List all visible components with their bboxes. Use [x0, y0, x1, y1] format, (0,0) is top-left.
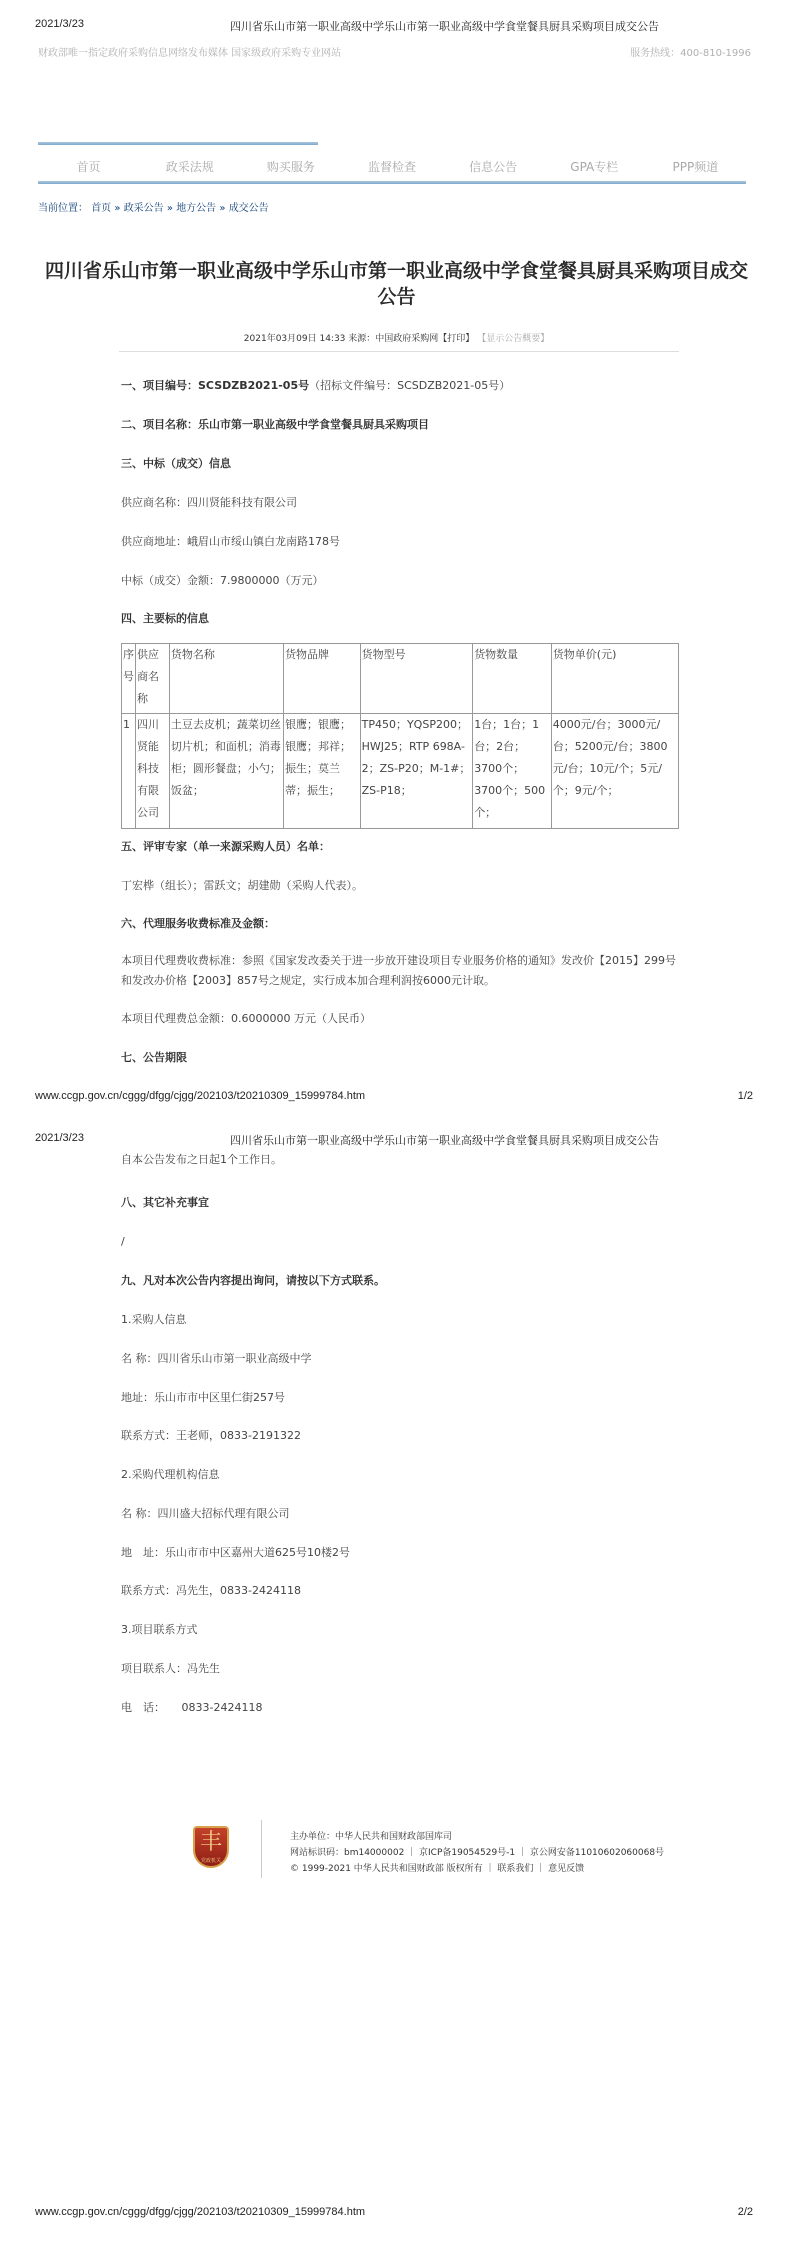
breadcrumb-gov-announcements[interactable]: 政采公告	[123, 203, 164, 214]
divider	[119, 351, 679, 352]
footer-divider	[261, 1820, 262, 1878]
notice-period: 自本公告发布之日起1个工作日。	[121, 1153, 282, 1166]
supplier-address: 供应商地址：峨眉山市绥山镇白龙南路178号	[121, 535, 340, 548]
print-date: 2021/3/23	[35, 1132, 84, 1144]
nav-ppp[interactable]: PPP频道	[672, 159, 719, 174]
agency-name: 名 称：四川盛大招标代理有限公司	[121, 1507, 290, 1520]
nav-home[interactable]: 首页	[76, 159, 101, 174]
article-meta	[40, 331, 753, 344]
section-contact: 九、凡对本次公告内容提出询问，请按以下方式联系。	[121, 1274, 385, 1287]
print-link[interactable]: 【打印】	[438, 334, 475, 344]
th-supplier: 供应商名称	[136, 644, 170, 714]
table-row	[122, 714, 679, 829]
th-goods-name: 货物名称	[169, 644, 283, 714]
nav-bottom-line	[38, 181, 746, 184]
project-number: 一、项目编号：SCSDZB2021-05号	[121, 379, 310, 392]
supplier-name: 供应商名称：四川贤能科技有限公司	[121, 496, 297, 509]
nav-top-line	[38, 142, 318, 145]
footer-sponsor: 主办单位：中华人民共和国财政部国库司	[290, 1832, 453, 1842]
nav-supervision[interactable]: 监督检查	[367, 159, 416, 174]
nav-gpa[interactable]: GPA专栏	[570, 159, 619, 174]
print-doc-title: 四川省乐山市第一职业高级中学乐山市第一职业高级中学食堂餐具厨具采购项目成交公告	[230, 20, 659, 33]
winning-amount: 中标（成交）金额：7.9800000（万元）	[121, 574, 324, 587]
party-gov-logo-icon	[193, 1826, 229, 1868]
section-project-name: 二、项目名称：乐山市第一职业高级中学食堂餐具厨具采购项目	[121, 418, 429, 431]
agency-contact: 联系方式：冯先生，0833-2424118	[121, 1584, 301, 1597]
agency-info-title: 2.采购代理机构信息	[121, 1468, 220, 1481]
cell-index: 1	[122, 714, 136, 829]
breadcrumb-local-announcements[interactable]: 地方公告	[176, 203, 217, 214]
section-other: 八、其它补充事宜	[121, 1196, 209, 1209]
print-footer-url: www.ccgp.gov.cn/cggg/dfgg/cjgg/202103/t20210309_15999784.htm	[35, 1090, 366, 1102]
publish-date: 2021年03月09日 14:33	[243, 334, 346, 344]
service-hotline: 服务热线：400-810-1996	[630, 48, 751, 59]
th-unit-price: 货物单价(元)	[551, 644, 678, 714]
show-summary-link[interactable]: 【显示公告概要】	[477, 334, 550, 344]
footer-site-id: 网站标识码：bm14000002 ｜ 京ICP备19054529号-1 ｜ 京公网安备11010602060068号	[290, 1848, 665, 1858]
breadcrumb-sep: »	[219, 203, 226, 214]
th-brand: 货物品牌	[284, 644, 361, 714]
main-nav	[38, 150, 746, 182]
page-number: 1/2	[737, 1090, 753, 1102]
breadcrumb	[38, 199, 269, 214]
cell-goods-name: 土豆去皮机；蔬菜切丝切片机；和面机；消毒柜；圆形餐盘；小勺；饭盆；	[169, 714, 283, 829]
section-experts: 五、评审专家（单一来源采购人员）名单：	[121, 840, 330, 853]
nav-announcements[interactable]: 信息公告	[469, 159, 518, 174]
print-footer-url: www.ccgp.gov.cn/cggg/dfgg/cjgg/202103/t20210309_15999784.htm	[35, 2206, 366, 2218]
th-index: 序号	[122, 644, 136, 714]
other-content: /	[121, 1235, 125, 1248]
agency-address: 地 址：乐山市市中区嘉州大道625号10楼2号	[121, 1546, 350, 1559]
tender-doc-number: （招标文件编号：SCSDZB2021-05号）	[309, 379, 511, 392]
cell-brand: 银鹰；银鹰；银鹰；邦祥；振生；莫兰蒂；振生；	[284, 714, 361, 829]
nav-purchase-services[interactable]: 购买服务	[266, 159, 315, 174]
section-main-items: 四、主要标的信息	[121, 612, 209, 625]
th-model: 货物型号	[360, 644, 473, 714]
print-doc-title: 四川省乐山市第一职业高级中学乐山市第一职业高级中学食堂餐具厨具采购项目成交公告	[230, 1134, 659, 1147]
section-project-number	[121, 376, 681, 396]
logo-caption: 党政机关	[200, 1858, 221, 1864]
cell-model: TP450；YQSP200；HWJ25；RTP 698A-2；ZS-P20；M-1#；ZS-P18；	[360, 714, 473, 829]
buyer-info-title: 1.采购人信息	[121, 1313, 187, 1326]
section-winning-info: 三、中标（成交）信息	[121, 457, 231, 470]
section-notice-period: 七、公告期限	[121, 1051, 187, 1064]
breadcrumb-sep: »	[114, 203, 121, 214]
fee-total: 本项目代理费总金额：0.6000000 万元（人民币）	[121, 1012, 371, 1025]
goods-table	[121, 643, 679, 829]
page-title: 四川省乐山市第一职业高级中学乐山市第一职业高级中学食堂餐具厨具采购项目成交公告	[44, 260, 748, 308]
project-contact-title: 3.项目联系方式	[121, 1623, 198, 1636]
logo-glyph: 丰	[199, 1830, 222, 1855]
site-footer	[290, 1829, 664, 1877]
site-tagline: 财政部唯一指定政府采购信息网络发布媒体 国家级政府采购专业网站	[38, 48, 342, 59]
buyer-name: 名 称：四川省乐山市第一职业高级中学	[121, 1352, 312, 1365]
page-number: 2/2	[737, 2206, 753, 2218]
experts-list: 丁宏桦（组长）；雷跃文；胡建勋（采购人代表）。	[121, 879, 363, 892]
fee-standard: 本项目代理费收费标准：参照《国家发改委关于进一步放开建设项目专业服务价格的通知》发改价【2015】299号和发改办价格【2003】857号之规定，实行成本加合理利润按6000元计取。	[121, 954, 676, 987]
cell-supplier: 四川贤能科技有限公司	[136, 714, 170, 829]
print-date: 2021/3/23	[35, 18, 84, 30]
buyer-address: 地址：乐山市市中区里仁街257号	[121, 1391, 285, 1404]
breadcrumb-deal-announcements[interactable]: 成交公告	[228, 203, 269, 214]
breadcrumb-label: 当前位置：	[38, 203, 88, 214]
cell-unit-price: 4000元/台；3000元/台；5200元/台；3800元/台；10元/个；5元/个；9元/个；	[551, 714, 678, 829]
breadcrumb-sep: »	[166, 203, 173, 214]
buyer-contact: 联系方式：王老师，0833-2191322	[121, 1429, 301, 1442]
section-agency-fee: 六、代理服务收费标准及金额：	[121, 917, 275, 930]
th-quantity: 货物数量	[473, 644, 552, 714]
project-contact-person: 项目联系人：冯先生	[121, 1662, 220, 1675]
table-header-row	[122, 644, 679, 714]
project-contact-phone: 电 话： 0833-2424118	[121, 1701, 263, 1714]
nav-regulations[interactable]: 政采法规	[165, 159, 214, 174]
source: 来源：中国政府采购网	[348, 334, 439, 344]
cell-quantity: 1台；1台；1台；2台；3700个；3700个；500个；	[473, 714, 552, 829]
footer-copyright: © 1999-2021 中华人民共和国财政部 版权所有 ｜ 联系我们 ｜ 意见反馈	[290, 1864, 585, 1874]
breadcrumb-home[interactable]: 首页	[91, 203, 112, 214]
